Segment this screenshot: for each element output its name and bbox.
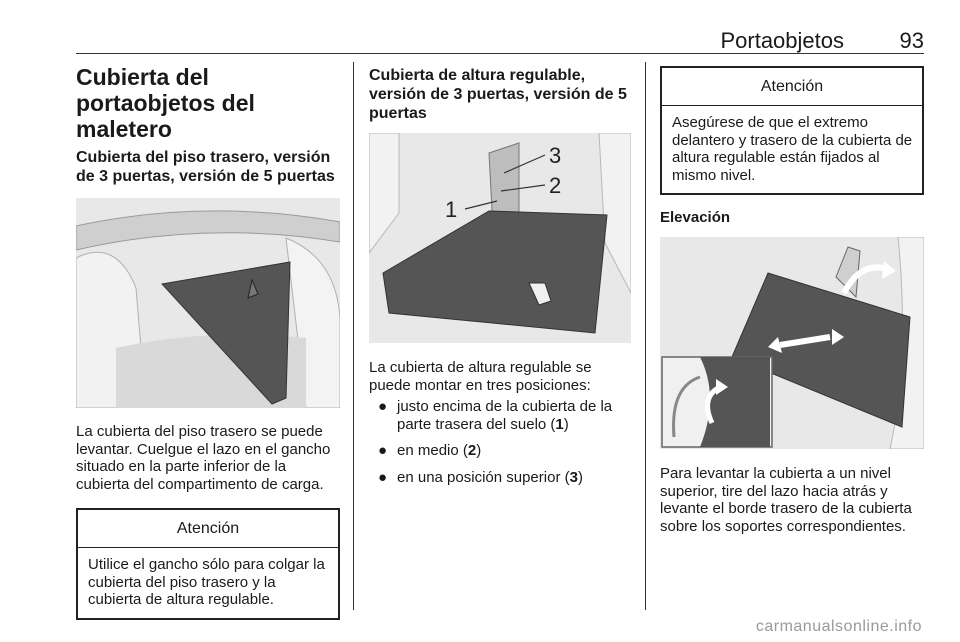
list-item: ● justo encima de la cubierta de la parte trasera del suelo (1) [378, 398, 613, 433]
page-header [76, 28, 924, 54]
attention-title: Atención [78, 510, 338, 548]
paragraph: La cubierta del piso trasero se puede levantar. Cuelgue el lazo en el gancho situado en la parte inferior de la cubierta del compartimento de carga. [76, 423, 331, 493]
section-subtitle: Elevación [660, 209, 731, 226]
section-subtitle: Cubierta de altura regulable, versión de 3 puertas, versión de 5 puertas [369, 67, 627, 122]
column-3 [660, 62, 924, 535]
column-divider [645, 62, 646, 610]
rear-floor-cover-figure [76, 198, 340, 408]
column-2 [369, 62, 631, 495]
figure-label: 3 [549, 143, 562, 168]
page-number: 93 [899, 28, 924, 53]
attention-body: Utilice el gancho sólo para colgar la cubierta del piso trasero y la cubierta de altura regulable. [88, 556, 325, 608]
attention-box [660, 66, 924, 195]
lifting-cover-figure [660, 237, 924, 449]
section-title: Cubierta del portaobjetos del maletero [76, 64, 255, 142]
paragraph: Para levantar la cubierta a un nivel superior, tire del lazo hacia atrás y levante el borde trasero de la cubierta sobre los soportes correspondientes. [660, 465, 912, 535]
section-subtitle: Cubierta del piso trasero, versión de 3 puertas, versión de 5 puertas [76, 149, 335, 185]
list-item: ● en una posición superior (3) [378, 468, 583, 486]
attention-title: Atención [662, 68, 922, 106]
header-title: Portaobjetos [720, 28, 844, 53]
watermark: carmanualsonline.info [755, 618, 922, 635]
position-list [369, 398, 631, 486]
attention-box [76, 508, 340, 620]
header-rule [76, 53, 924, 54]
figure-label: 1 [445, 197, 458, 222]
paragraph: La cubierta de altura regulable se puede montar en tres posiciones: [369, 359, 592, 394]
attention-body: Asegúrese de que el extremo delantero y trasero de la cubierta de altura regulable están fijados al mismo nivel. [672, 114, 913, 184]
figure-label: 2 [549, 173, 562, 198]
column-1 [76, 62, 340, 620]
adjustable-cover-figure [369, 133, 631, 343]
column-divider [353, 62, 354, 610]
list-item: ● en medio (2) [378, 442, 482, 459]
